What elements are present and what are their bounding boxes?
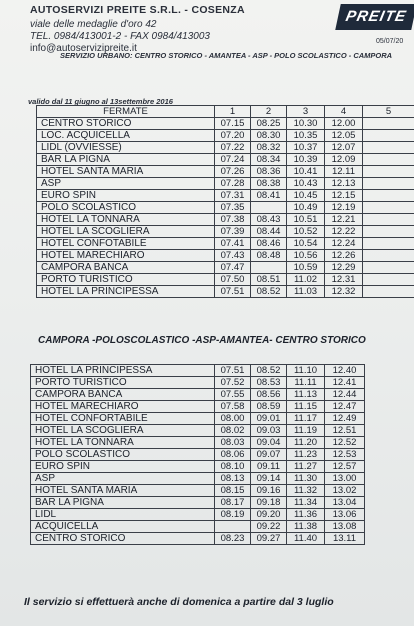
departure-time: 08.32 (251, 142, 287, 154)
departure-time (363, 214, 414, 226)
stop-name: CAMPORA BANCA (31, 389, 215, 401)
departure-time: 10.59 (287, 262, 325, 274)
departure-time: 10.56 (287, 250, 325, 262)
departure-time: 12.07 (325, 142, 363, 154)
departure-time: 08.23 (215, 533, 251, 545)
departure-time: 12.05 (325, 130, 363, 142)
departure-time: 09.14 (251, 473, 287, 485)
departure-time: 07.52 (215, 377, 251, 389)
departure-time: 08.00 (215, 413, 251, 425)
departure-time: 09.27 (251, 533, 287, 545)
stop-name: LIDL (OVVIESSE) (37, 142, 215, 154)
departure-time: 10.45 (287, 190, 325, 202)
departure-time: 13.04 (325, 497, 365, 509)
departure-time: 12.40 (325, 365, 365, 377)
timetable-outbound (36, 105, 414, 298)
stop-name: POLO SCOLASTICO (31, 449, 215, 461)
departure-time: 13.11 (325, 533, 365, 545)
stop-name: HOTEL LA TONNARA (31, 437, 215, 449)
departure-time: 09.20 (251, 509, 287, 521)
departure-time: 10.37 (287, 142, 325, 154)
departure-time (363, 226, 414, 238)
departure-time: 09.16 (251, 485, 287, 497)
table-row (37, 202, 414, 214)
departure-time: 08.46 (251, 238, 287, 250)
departure-time: 12.26 (325, 250, 363, 262)
departure-time: 10.39 (287, 154, 325, 166)
departure-time: 12.00 (325, 118, 363, 130)
departure-time: 11.30 (287, 473, 325, 485)
departure-time: 07.55 (215, 389, 251, 401)
print-date: 05/07/20 (376, 38, 404, 45)
table-row (31, 473, 365, 485)
departure-time: 08.52 (251, 365, 287, 377)
departure-time: 09.04 (251, 437, 287, 449)
departure-time: 08.10 (215, 461, 251, 473)
departure-time: 09.01 (251, 413, 287, 425)
stop-name: LIDL (31, 509, 215, 521)
stop-name: ASP (31, 473, 215, 485)
departure-time: 12.31 (325, 274, 363, 286)
departure-time: 13.08 (325, 521, 365, 533)
departure-time: 12.53 (325, 449, 365, 461)
departure-time: 08.48 (251, 250, 287, 262)
table-row (31, 461, 365, 473)
departure-time: 07.41 (215, 238, 251, 250)
table-row (37, 190, 414, 202)
departure-time (251, 262, 287, 274)
departure-time: 08.56 (251, 389, 287, 401)
departure-time: 10.49 (287, 202, 325, 214)
stop-name: CENTRO STORICO (37, 118, 215, 130)
table-row (37, 178, 414, 190)
departure-time: 11.10 (287, 365, 325, 377)
departure-time: 07.39 (215, 226, 251, 238)
departure-time: 08.51 (251, 274, 287, 286)
table-row (31, 533, 365, 545)
departure-time (363, 250, 414, 262)
departure-time: 08.02 (215, 425, 251, 437)
departure-time: 10.51 (287, 214, 325, 226)
footer-note: Il servizio si effettuerà anche di domenica a partire dal 3 luglio (24, 596, 334, 608)
stop-name: HOTEL LA PRINCIPESSA (31, 365, 215, 377)
stop-name: EURO SPIN (31, 461, 215, 473)
departure-time: 11.34 (287, 497, 325, 509)
stop-name: HOTEL CONFOTABILE (37, 238, 215, 250)
departure-time: 08.52 (251, 286, 287, 298)
departure-time: 07.26 (215, 166, 251, 178)
table-row (37, 286, 414, 298)
table-row (37, 250, 414, 262)
departure-time: 08.03 (215, 437, 251, 449)
departure-time: 08.13 (215, 473, 251, 485)
stop-name: ACQUICELLA (31, 521, 215, 533)
departure-time: 11.23 (287, 449, 325, 461)
table-row (31, 449, 365, 461)
table-row (37, 214, 414, 226)
departure-time: 07.43 (215, 250, 251, 262)
table-row (37, 226, 414, 238)
departure-time: 10.52 (287, 226, 325, 238)
departure-time: 07.31 (215, 190, 251, 202)
stop-name: HOTEL LA SCOGLIERA (31, 425, 215, 437)
departure-time: 09.11 (251, 461, 287, 473)
departure-time: 11.02 (287, 274, 325, 286)
route2-title: CAMPORA -POLOSCOLASTICO -ASP-AMANTEA- CENTRO STORICO (38, 335, 366, 346)
departure-time: 08.06 (215, 449, 251, 461)
validity-note: valido dal 11 giugno al 13settembre 2016 (28, 97, 173, 106)
departure-time: 13.06 (325, 509, 365, 521)
departure-time: 09.18 (251, 497, 287, 509)
column-header: 4 (325, 106, 363, 118)
departure-time: 10.35 (287, 130, 325, 142)
stop-name: CENTRO STORICO (31, 533, 215, 545)
stop-name: HOTEL LA TONNARA (37, 214, 215, 226)
departure-time: 08.19 (215, 509, 251, 521)
departure-time: 08.53 (251, 377, 287, 389)
stop-name: HOTEL SANTA MARIA (31, 485, 215, 497)
stop-name: HOTEL MARECHIARO (31, 401, 215, 413)
departure-time (363, 190, 414, 202)
departure-time: 12.51 (325, 425, 365, 437)
departure-time: 08.17 (215, 497, 251, 509)
departure-time: 07.28 (215, 178, 251, 190)
table-row (37, 262, 414, 274)
table-row (31, 365, 365, 377)
departure-time: 12.44 (325, 389, 365, 401)
table-row (37, 238, 414, 250)
departure-time: 11.11 (287, 377, 325, 389)
timetable-return (30, 364, 365, 545)
departure-time: 10.30 (287, 118, 325, 130)
departure-time: 07.15 (215, 118, 251, 130)
company-phone: TEL. 0984/413001-2 - FAX 0984/413003 (30, 31, 210, 42)
table-row (31, 377, 365, 389)
departure-time: 08.44 (251, 226, 287, 238)
departure-time: 11.03 (287, 286, 325, 298)
stop-name: ASP (37, 178, 215, 190)
departure-time: 12.24 (325, 238, 363, 250)
stop-name: POLO SCOLASTICO (37, 202, 215, 214)
departure-time: 07.35 (215, 202, 251, 214)
table-row (37, 130, 414, 142)
column-header: FERMATE (37, 106, 215, 118)
departure-time: 11.40 (287, 533, 325, 545)
departure-time (215, 521, 251, 533)
departure-time: 10.54 (287, 238, 325, 250)
table-row (31, 401, 365, 413)
table-row (31, 521, 365, 533)
departure-time (363, 238, 414, 250)
departure-time: 09.22 (251, 521, 287, 533)
departure-time: 08.34 (251, 154, 287, 166)
departure-time: 12.22 (325, 226, 363, 238)
table-row (31, 509, 365, 521)
stop-name: LOC. ACQUICELLA (37, 130, 215, 142)
departure-time: 07.24 (215, 154, 251, 166)
departure-time: 11.17 (287, 413, 325, 425)
departure-time: 08.30 (251, 130, 287, 142)
table-row (37, 118, 414, 130)
departure-time: 11.38 (287, 521, 325, 533)
table-row (31, 437, 365, 449)
table-row (37, 274, 414, 286)
departure-time: 07.47 (215, 262, 251, 274)
departure-time: 07.50 (215, 274, 251, 286)
stop-name: HOTEL CONFORTABILE (31, 413, 215, 425)
departure-time: 08.41 (251, 190, 287, 202)
stop-name: CAMPORA BANCA (37, 262, 215, 274)
departure-time: 13.02 (325, 485, 365, 497)
departure-time: 07.58 (215, 401, 251, 413)
departure-time: 07.51 (215, 365, 251, 377)
departure-time: 12.09 (325, 154, 363, 166)
column-header: 2 (251, 106, 287, 118)
table-row (37, 142, 414, 154)
departure-time: 12.19 (325, 202, 363, 214)
departure-time: 10.41 (287, 166, 325, 178)
departure-time: 11.27 (287, 461, 325, 473)
departure-time: 10.43 (287, 178, 325, 190)
company-email: info@autoservizipreite.it (30, 43, 137, 54)
departure-time: 12.49 (325, 413, 365, 425)
stop-name: EURO SPIN (37, 190, 215, 202)
route1-subtitle: SERVIZIO URBANO: CENTRO STORICO - AMANTEA - ASP - POLO SCOLASTICO - CAMPORA (60, 51, 393, 60)
departure-time: 12.29 (325, 262, 363, 274)
departure-time: 11.13 (287, 389, 325, 401)
departure-time: 09.07 (251, 449, 287, 461)
departure-time: 07.22 (215, 142, 251, 154)
departure-time: 12.41 (325, 377, 365, 389)
departure-time (363, 286, 414, 298)
departure-time (363, 142, 414, 154)
table-row (37, 154, 414, 166)
table-row (31, 389, 365, 401)
departure-time: 12.15 (325, 190, 363, 202)
departure-time: 08.38 (251, 178, 287, 190)
departure-time: 11.19 (287, 425, 325, 437)
stop-name: HOTEL MARECHIARO (37, 250, 215, 262)
departure-time: 07.38 (215, 214, 251, 226)
departure-time: 12.52 (325, 437, 365, 449)
stop-name: HOTEL LA PRINCIPESSA (37, 286, 215, 298)
table-row (31, 485, 365, 497)
column-header: 1 (215, 106, 251, 118)
departure-time (363, 274, 414, 286)
departure-time: 07.20 (215, 130, 251, 142)
stop-name: HOTEL SANTA MARIA (37, 166, 215, 178)
table-row (37, 166, 414, 178)
departure-time (251, 202, 287, 214)
departure-time: 12.21 (325, 214, 363, 226)
table-header-row (37, 106, 414, 118)
departure-time: 12.32 (325, 286, 363, 298)
company-name: AUTOSERVIZI PREITE S.R.L. - COSENZA (30, 4, 245, 16)
departure-time: 11.20 (287, 437, 325, 449)
departure-time: 07.51 (215, 286, 251, 298)
departure-time: 12.47 (325, 401, 365, 413)
departure-time: 08.59 (251, 401, 287, 413)
departure-time (363, 202, 414, 214)
stop-name: HOTEL LA SCOGLIERA (37, 226, 215, 238)
departure-time: 12.13 (325, 178, 363, 190)
departure-time (363, 118, 414, 130)
departure-time: 11.36 (287, 509, 325, 521)
departure-time: 12.11 (325, 166, 363, 178)
departure-time: 11.15 (287, 401, 325, 413)
preite-logo: PREITE (335, 4, 414, 30)
column-header: 3 (287, 106, 325, 118)
departure-time (363, 130, 414, 142)
departure-time: 09.03 (251, 425, 287, 437)
departure-time: 08.15 (215, 485, 251, 497)
company-address: viale delle medaglie d'oro 42 (30, 19, 157, 30)
departure-time (363, 178, 414, 190)
column-header: 5 (363, 106, 414, 118)
departure-time (363, 154, 414, 166)
table-row (31, 425, 365, 437)
stop-name: PORTO TURISTICO (37, 274, 215, 286)
table-row (31, 497, 365, 509)
stop-name: PORTO TURISTICO (31, 377, 215, 389)
stop-name: BAR LA PIGNA (31, 497, 215, 509)
departure-time: 11.32 (287, 485, 325, 497)
departure-time: 12.57 (325, 461, 365, 473)
departure-time (363, 262, 414, 274)
departure-time: 08.36 (251, 166, 287, 178)
table-row (31, 413, 365, 425)
stop-name: BAR LA PIGNA (37, 154, 215, 166)
departure-time (363, 166, 414, 178)
departure-time: 13.00 (325, 473, 365, 485)
departure-time: 08.25 (251, 118, 287, 130)
departure-time: 08.43 (251, 214, 287, 226)
